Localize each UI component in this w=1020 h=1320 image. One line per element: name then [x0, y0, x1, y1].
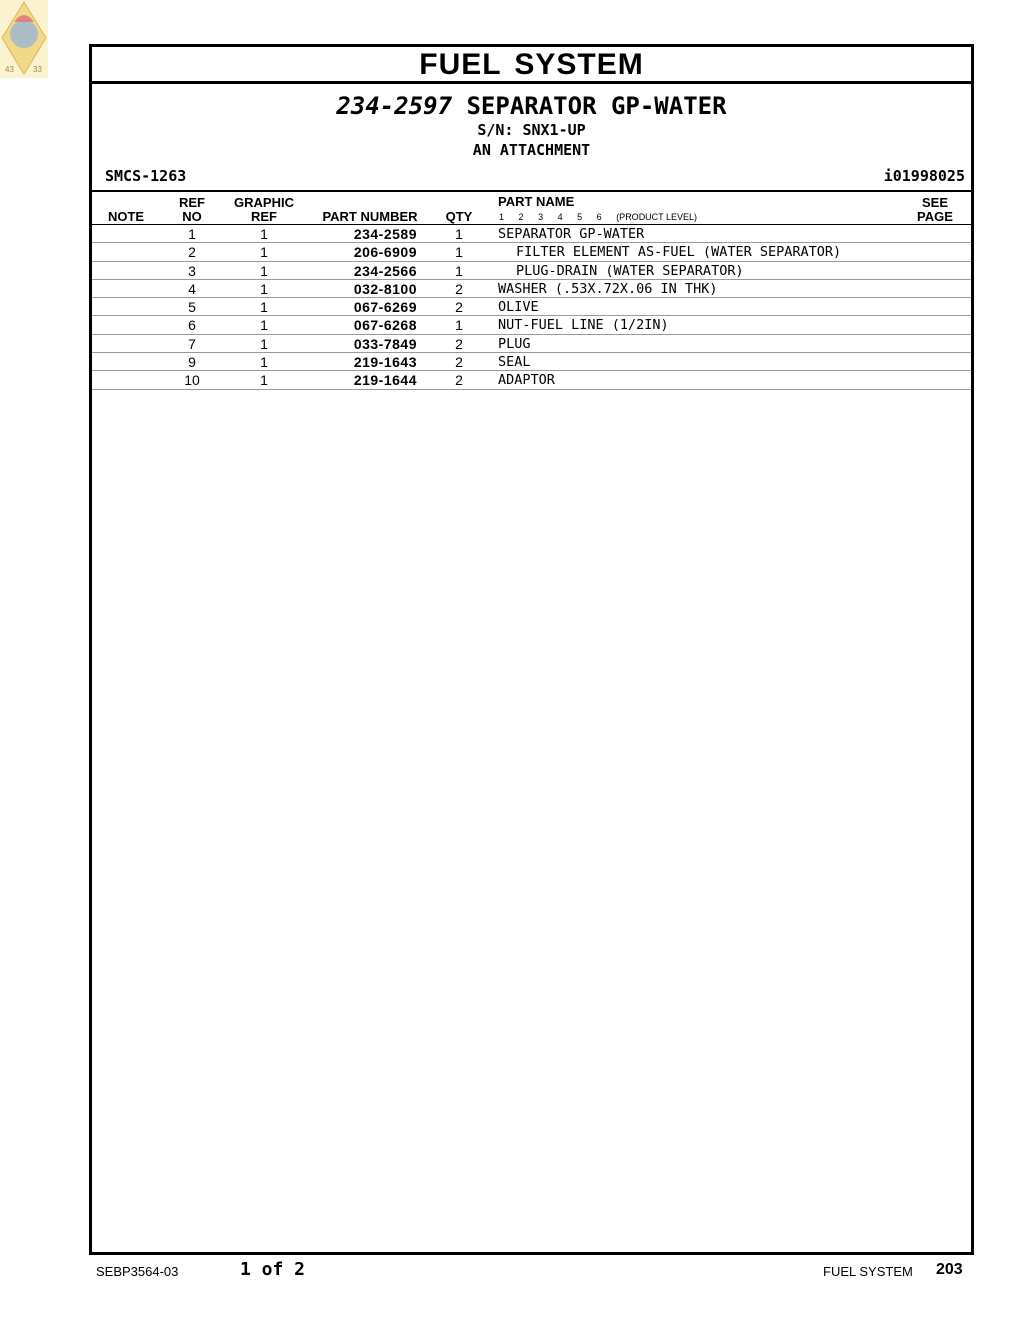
- graphic-ref: 1: [260, 280, 268, 297]
- ref-no: 10: [184, 372, 200, 389]
- part-number: 219-1644: [353, 372, 417, 389]
- table-row: [92, 280, 971, 298]
- col-graphic-ref: [232, 196, 296, 224]
- col-qty: QTY: [445, 209, 473, 224]
- ref-no: 5: [188, 299, 196, 316]
- col-note: NOTE: [107, 209, 145, 224]
- quantity: 2: [455, 335, 463, 352]
- quantity: 1: [455, 244, 463, 261]
- quantity: 1: [455, 317, 463, 334]
- col-ref-bottom: NO: [182, 209, 202, 224]
- part-number: 067-6268: [353, 317, 417, 334]
- page-frame: [89, 44, 974, 1255]
- col-ref-no: [172, 196, 212, 224]
- part-name: PLUG: [498, 335, 531, 352]
- table-row: [92, 316, 971, 334]
- graphic-ref: 1: [260, 299, 268, 316]
- publisher-logo-icon: [0, 0, 48, 78]
- smcs-code: SMCS-1263: [105, 167, 187, 185]
- quantity: 2: [455, 299, 463, 316]
- col-see-page: [910, 196, 960, 224]
- table-row: [92, 225, 971, 243]
- quantity: 1: [455, 226, 463, 242]
- graphic-ref: 1: [260, 372, 268, 389]
- ref-no: 4: [188, 280, 196, 297]
- footer-doc-id: SEBP3564-03: [96, 1264, 179, 1279]
- table-row: [92, 335, 971, 353]
- product-level: 4: [557, 212, 563, 222]
- group-number: 234-2597: [336, 92, 453, 120]
- svg-text:43: 43: [5, 65, 14, 74]
- part-name: SEAL: [498, 354, 531, 371]
- part-number: 206-6909: [353, 244, 417, 261]
- ref-no: 7: [188, 335, 196, 352]
- product-level: 5: [577, 212, 583, 222]
- illustration-id: i01998025: [883, 167, 965, 185]
- svg-text:33: 33: [33, 65, 42, 74]
- quantity: 1: [455, 262, 463, 279]
- product-level: 2: [518, 212, 524, 222]
- part-name: PLUG-DRAIN (WATER SEPARATOR): [516, 262, 744, 279]
- part-name: FILTER ELEMENT AS-FUEL (WATER SEPARATOR): [516, 244, 842, 261]
- group-name: SEPARATOR GP-WATER: [466, 92, 727, 120]
- product-level: 6: [596, 212, 602, 222]
- table-row: [92, 353, 971, 371]
- part-name: OLIVE: [498, 299, 539, 316]
- footer-page-number: 203: [936, 1261, 963, 1278]
- part-number: 067-6269: [353, 299, 417, 316]
- part-number: 219-1643: [353, 354, 417, 371]
- col-part-name: PART NAME: [498, 194, 575, 209]
- quantity: 2: [455, 354, 463, 371]
- ref-no: 3: [188, 262, 196, 279]
- product-levels: [499, 212, 709, 222]
- ref-no: 1: [188, 226, 196, 242]
- graphic-ref: 1: [260, 262, 268, 279]
- part-name: ADAPTOR: [498, 372, 555, 389]
- title-bar: [92, 47, 971, 84]
- ref-no: 9: [188, 354, 196, 371]
- part-name: WASHER (.53X.72X.06 IN THK): [498, 280, 718, 297]
- graphic-ref: 1: [260, 354, 268, 371]
- col-part-number: PART NUMBER: [322, 209, 418, 224]
- group-header: [92, 84, 971, 190]
- ref-no: 2: [188, 244, 196, 261]
- serial-range: S/N: SNX1-UP: [477, 121, 586, 139]
- quantity: 2: [455, 372, 463, 389]
- part-number: 234-2566: [353, 262, 417, 279]
- section-title: FUEL SYSTEM: [419, 48, 644, 81]
- graphic-ref: 1: [260, 226, 268, 242]
- part-number: 234-2589: [353, 226, 417, 242]
- col-see-bottom: PAGE: [917, 209, 953, 224]
- graphic-ref: 1: [260, 317, 268, 334]
- ref-no: 6: [188, 317, 196, 334]
- quantity: 2: [455, 280, 463, 297]
- part-name: SEPARATOR GP-WATER: [498, 226, 645, 242]
- graphic-ref: 1: [260, 335, 268, 352]
- table-row: [92, 298, 971, 316]
- footer-page-of: 1 of 2: [240, 1259, 306, 1280]
- col-see-top: SEE: [921, 195, 948, 210]
- product-level: 1: [499, 212, 505, 222]
- part-number: 032-8100: [353, 280, 417, 297]
- table-row: [92, 262, 971, 280]
- part-number: 033-7849: [353, 335, 417, 352]
- product-level: 3: [538, 212, 544, 222]
- group-title: [92, 92, 971, 120]
- table-row: [92, 243, 971, 261]
- graphic-ref: 1: [260, 244, 268, 261]
- footer-section: FUEL SYSTEM: [823, 1264, 913, 1279]
- col-graphic-bottom: REF: [251, 209, 277, 224]
- part-name: NUT-FUEL LINE (1/2IN): [498, 317, 669, 334]
- attachment-label: AN ATTACHMENT: [472, 141, 591, 159]
- col-graphic-top: GRAPHIC: [234, 195, 294, 210]
- parts-list: [92, 225, 971, 390]
- table-row: [92, 371, 971, 389]
- product-level-label: (PRODUCT LEVEL): [616, 212, 698, 222]
- column-headers: [92, 190, 971, 225]
- page-footer: [0, 1259, 1020, 1283]
- col-ref-top: REF: [179, 195, 205, 210]
